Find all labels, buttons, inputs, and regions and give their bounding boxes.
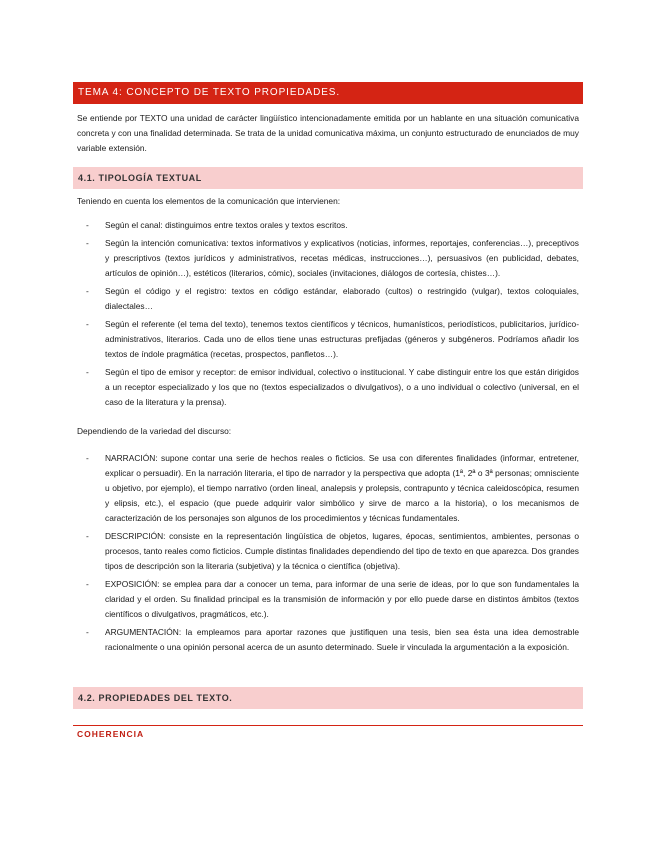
bullet-dash: - <box>86 319 89 329</box>
section-divider <box>73 725 583 726</box>
lead-paragraph-2: Dependiendo de la variedad del discurso: <box>77 426 232 436</box>
list-item: - DESCRIPCIÓN: consiste en la representación lingüística de objetos, lugares, épocas, sentimientos, ambientes, personas o procesos, tanto reales como ficticios. Cumple distintas finalidades dependiendo del tipo de texto en que aparezca. Dos grandes tipos de descripción son la literaria (subjetiva) y la técnica o científica (objetiva). <box>86 531 579 571</box>
list-item: - EXPOSICIÓN: se emplea para dar a conocer un tema, para informar de una serie de ideas, por lo que son fundamentales la claridad y el orden. Su finalidad principal es la transmisión de información y por ello puede darse en distintos ámbitos (textos científicos o divulgativos, pragmáticos, etc.). <box>86 579 579 619</box>
bullet-dash: - <box>86 286 89 296</box>
bullet-dash: - <box>86 579 89 589</box>
list-item: - Según la intención comunicativa: textos informativos y explicativos (noticias, informes, reportajes, conferencias…), preceptivos y prescriptivos (textos jurídicos y administrativos, recetas médicas, instrucciones…), persuasivos (en publicidad, debates, artículos de opinión…), estéticos (literarios, cómic), sociales (invitaciones, diálogos de cortesía, chistes…). <box>86 238 579 278</box>
section-title: TEMA 4: CONCEPTO DE TEXTO PROPIEDADES. <box>73 82 583 104</box>
bullet-dash: - <box>86 238 89 248</box>
list-item: - Según el código y el registro: textos en código estándar, elaborado (cultos) o restringido (vulgar), textos coloquiales, dialectales… <box>86 286 579 311</box>
communication-elements-list <box>77 218 579 413</box>
bullet-dash: - <box>86 627 89 637</box>
bullet-dash: - <box>86 367 89 377</box>
bullet-dash: - <box>86 531 89 541</box>
list-item: - Según el referente (el tema del texto), tenemos textos científicos y técnicos, humanísticos, periodísticos, publicitarios, jurídico-administrativos, literarios. Cada uno de ellos tiene unas estructuras prefijadas (géneros y subgéneros. Podríamos añadir los textos de índole pragmática (recetas, prospectos, panfletos…). <box>86 319 579 359</box>
list-item: - Según el canal: distinguimos entre textos orales y textos escritos. <box>77 218 579 233</box>
bullet-dash: - <box>86 220 89 230</box>
lead-paragraph: Teniendo en cuenta los elementos de la comunicación que intervienen: <box>77 196 341 206</box>
list-item: - NARRACIÓN: supone contar una serie de hechos reales o ficticios. Se usa con diferentes finalidades (informar, entretener, explicar o persuadir). En la narración literaria, el tipo de narrador y la perspectiva que adopta (1ª, 2ª o 3ª personas; omnisciente u objetivo, por ejemplo), el tiempo narrativo (orden lineal, analepsis y prolepsis, contrapunto y técnica caleidoscópica, resumen y elipsis, etc.), el espacio (que puede adquirir valor simbólico y sirve de marco a la historia), o los mecanismos de caracterización de los personajes son algunos de los procedimientos y técnicas fundamentales. <box>86 453 579 523</box>
subsection-heading-coherencia: COHERENCIA <box>77 729 145 739</box>
subsection-title-tipologia: 4.1. TIPOLOGÍA TEXTUAL <box>73 167 583 189</box>
subsection-title-propiedades: 4.2. PROPIEDADES DEL TEXTO. <box>73 687 583 709</box>
list-item: - Según el tipo de emisor y receptor: de emisor individual, colectivo o institucional. Y cabe distinguir entre los que están dirigidos a un receptor especializado y los que no (textos especializados o divulgativos), o a uno individual o colectivo (universal, en el caso de la literatura y la prensa). <box>86 367 579 407</box>
intro-paragraph: Se entiende por TEXTO una unidad de carácter lingüístico intencionadamente emitida por un hablante en una situación comunicativa concreta y con una finalidad determinada. Se trata de la unidad comunicativa máxima, un conjunto estructurado de enunciados de muy variable extensión. <box>77 113 579 153</box>
discourse-types-list <box>77 451 579 658</box>
bullet-dash: - <box>86 453 89 463</box>
list-item: - ARGUMENTACIÓN: la empleamos para aportar razones que justifiquen una tesis, bien sea ésta una idea demostrable racionalmente o una opinión personal acerca de un asunto determinado. Suele ir vinculada la argumentación a la exposición. <box>86 627 579 652</box>
